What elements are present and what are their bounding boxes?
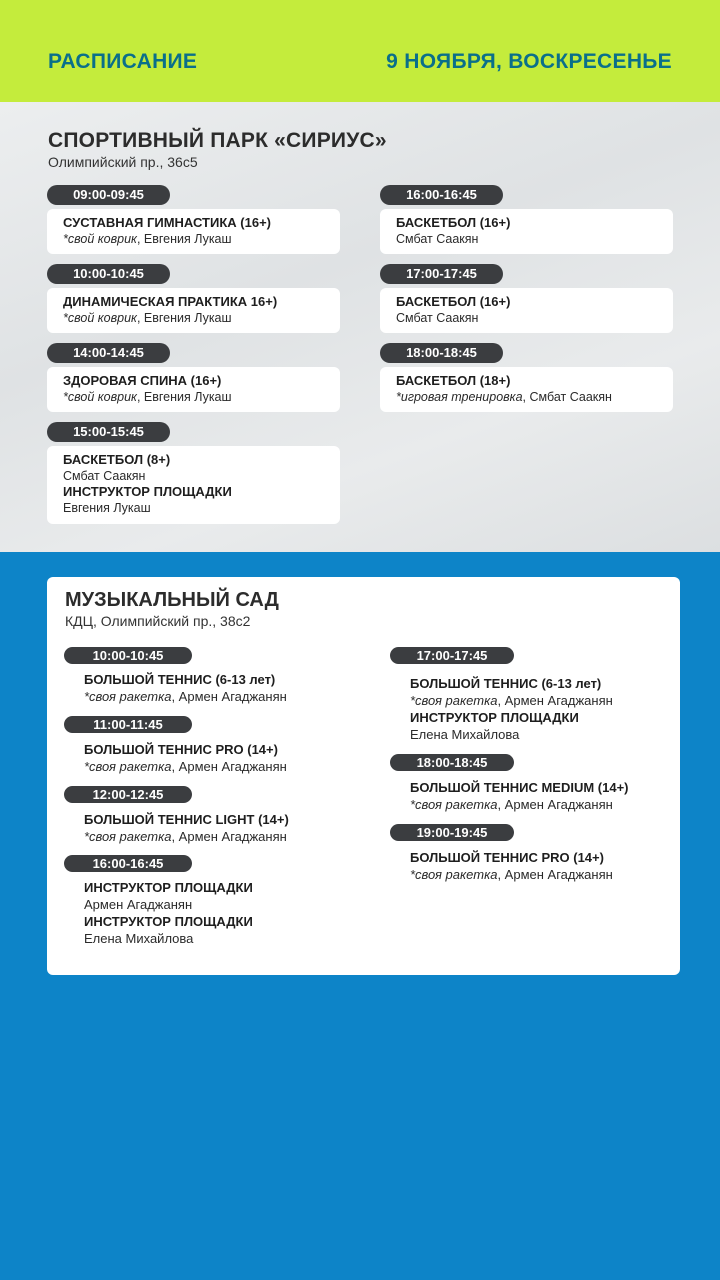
event-person: , Армен Агаджанян [497, 693, 613, 708]
time-pill: 12:00-12:45 [64, 786, 192, 803]
venue-title: МУЗЫКАЛЬНЫЙ САД [65, 589, 279, 611]
event-title: ИНСТРУКТОР ПЛОЩАДКИ [410, 710, 579, 725]
event-person: , Евгения Лукаш [136, 390, 232, 404]
event-title: БОЛЬШОЙ ТЕННИС (6-13 лет) [84, 672, 276, 687]
event-card [380, 209, 673, 254]
event-note: *игровая тренировка [396, 390, 523, 404]
time-pill: 18:00-18:45 [380, 343, 503, 363]
venue-music-garden-card [47, 577, 680, 975]
time-pill: 09:00-09:45 [47, 185, 170, 205]
event-person: Смбат Саакян [396, 311, 479, 325]
event-block [410, 779, 629, 813]
event-note-line [63, 231, 324, 247]
header-bar [0, 0, 720, 102]
event-card [47, 367, 340, 412]
event-title: БОЛЬШОЙ ТЕННИС LIGHT (14+) [84, 812, 289, 827]
event-person: , Армен Агаджанян [497, 867, 613, 882]
event-person: Армен Агаджанян [84, 897, 193, 912]
event-card [47, 209, 340, 254]
venue-sirius-section [0, 102, 720, 552]
event-note-line [84, 758, 287, 775]
event-note: *свой коврик [63, 311, 137, 325]
event-title: ЗДОРОВАЯ СПИНА (16+) [63, 373, 222, 388]
event-block [84, 741, 287, 775]
event-title: БОЛЬШОЙ ТЕННИС MEDIUM (14+) [410, 780, 629, 795]
event-title: ИНСТРУКТОР ПЛОЩАДКИ [84, 914, 253, 929]
event-card [380, 367, 673, 412]
schedule-title: РАСПИСАНИЕ [48, 50, 198, 73]
time-pill: 17:00-17:45 [380, 264, 503, 284]
venue-address: КДЦ, Олимпийский пр., 38с2 [65, 613, 251, 629]
event-note: *свой коврик [63, 232, 137, 246]
event-block [84, 879, 253, 947]
event-title: БОЛЬШОЙ ТЕННИС (6-13 лет) [410, 676, 602, 691]
event-block [84, 811, 289, 845]
event-note: *свой коврик [63, 390, 137, 404]
event-note: *своя ракетка [410, 797, 498, 812]
event-note: *своя ракетка [410, 693, 498, 708]
time-pill: 11:00-11:45 [64, 716, 192, 733]
event-person: , Армен Агаджанян [171, 829, 287, 844]
time-pill: 10:00-10:45 [47, 264, 170, 284]
event-title: БОЛЬШОЙ ТЕННИС PRO (14+) [410, 850, 604, 865]
event-person: , Армен Агаджанян [171, 759, 287, 774]
event-card [47, 288, 340, 333]
venue-address: Олимпийский пр., 36с5 [48, 154, 198, 170]
event-note: *своя ракетка [84, 689, 172, 704]
event-note-line [396, 389, 657, 405]
event-title: БАСКЕТБОЛ (8+) [63, 452, 171, 467]
event-person: , Евгения Лукаш [136, 311, 232, 325]
time-pill: 19:00-19:45 [390, 824, 514, 841]
event-title: БОЛЬШОЙ ТЕННИС PRO (14+) [84, 742, 278, 757]
event-title: БАСКЕТБОЛ (18+) [396, 373, 511, 388]
event-person: Смбат Саакян [396, 232, 479, 246]
event-card [47, 446, 340, 524]
time-pill: 17:00-17:45 [390, 647, 514, 664]
time-pill: 10:00-10:45 [64, 647, 192, 664]
event-person: Елена Михайлова [84, 931, 194, 946]
event-title: БАСКЕТБОЛ (16+) [396, 294, 511, 309]
event-note-line [84, 688, 287, 705]
venue-title: СПОРТИВНЫЙ ПАРК «СИРИУС» [48, 129, 387, 152]
event-note-line [410, 796, 629, 813]
time-pill: 16:00-16:45 [64, 855, 192, 872]
event-note-line [84, 828, 289, 845]
time-pill: 16:00-16:45 [380, 185, 503, 205]
event-person: , Армен Агаджанян [497, 797, 613, 812]
event-note-line [63, 310, 324, 326]
event-person: Смбат Саакян [63, 469, 146, 483]
event-person: Елена Михайлова [410, 727, 520, 742]
event-note: *своя ракетка [410, 867, 498, 882]
event-person: , Армен Агаджанян [171, 689, 287, 704]
event-block [84, 671, 287, 705]
time-pill: 15:00-15:45 [47, 422, 170, 442]
event-person: Евгения Лукаш [63, 501, 151, 515]
schedule-date: 9 НОЯБРЯ, ВОСКРЕСЕНЬЕ [386, 50, 672, 73]
event-block [410, 675, 613, 743]
event-note: *своя ракетка [84, 829, 172, 844]
event-note-line [63, 389, 324, 405]
event-block [410, 849, 613, 883]
event-note-line [410, 692, 613, 709]
event-title: ИНСТРУКТОР ПЛОЩАДКИ [84, 880, 253, 895]
event-person: , Евгения Лукаш [136, 232, 232, 246]
event-note: *своя ракетка [84, 759, 172, 774]
event-note-line [410, 866, 613, 883]
event-title: ДИНАМИЧЕСКАЯ ПРАКТИКА 16+) [63, 294, 278, 309]
event-title: ИНСТРУКТОР ПЛОЩАДКИ [63, 484, 232, 499]
event-person: , Смбат Саакян [522, 390, 612, 404]
time-pill: 14:00-14:45 [47, 343, 170, 363]
event-title: СУСТАВНАЯ ГИМНАСТИКА (16+) [63, 215, 271, 230]
time-pill: 18:00-18:45 [390, 754, 514, 771]
event-title: БАСКЕТБОЛ (16+) [396, 215, 511, 230]
event-card [380, 288, 673, 333]
